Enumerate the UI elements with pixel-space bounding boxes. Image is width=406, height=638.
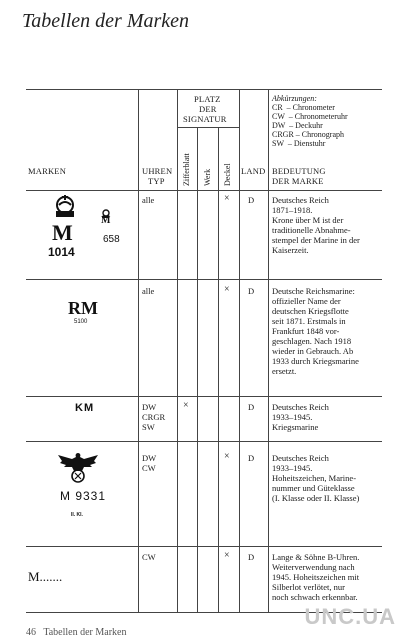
row4-x-deckel: ×: [224, 451, 230, 462]
row4-bedeutung-line: (I. Klasse oder II. Klasse): [272, 493, 360, 503]
row2-bedeutung-line: wieder in Gebrauch. Ab: [272, 346, 354, 356]
header-werk: Werk: [203, 168, 212, 186]
col-rule-zifferblatt: [177, 89, 178, 612]
mark-m-dots: M.......: [28, 569, 63, 584]
row4-land: D: [248, 453, 255, 463]
row-rule-1: [26, 279, 382, 280]
mark-rm: RM: [68, 298, 98, 318]
header-deckel: Deckel: [223, 163, 232, 186]
row2-bedeutung-line: ersetzt.: [272, 366, 297, 376]
row3-bedeutung-line: Deutsches Reich: [272, 402, 329, 412]
row5-bedeutung-line: noch schwach erkennbar.: [272, 592, 358, 602]
row2-land: D: [248, 286, 255, 296]
header-typ: TYP: [148, 176, 165, 186]
header-bottom-rule: [26, 190, 382, 191]
row2-typ: alle: [142, 286, 155, 296]
header-der-marke: DER MARKE: [272, 176, 324, 186]
row4-bedeutung-line: nummer und Güteklasse: [272, 483, 355, 493]
header-zifferblatt: Zifferblatt: [182, 153, 191, 186]
page-title: Tabellen der Marken: [22, 10, 190, 32]
header-marken: MARKEN: [28, 166, 67, 176]
row2-bedeutung-line: geschlagen. Nach 1918: [272, 336, 352, 346]
platz-sub-rule: [177, 127, 239, 128]
legend-item: CR – Chronometer: [272, 103, 335, 112]
legend-item: CRGR – Chronograph: [272, 130, 344, 139]
row1-bedeutung-line: Kaiserzeit.: [272, 245, 309, 255]
row1-bedeutung-line: stempel der Marine in der: [272, 235, 360, 245]
row5-land: D: [248, 552, 255, 562]
header-land: LAND: [241, 166, 266, 176]
row3-bedeutung-line: 1933–1945.: [272, 412, 313, 422]
row1-bedeutung-line: Krone über M ist der: [272, 215, 344, 225]
table-top-rule: [26, 89, 382, 90]
mark-m-9331: M 9331: [60, 489, 107, 503]
col-rule-typ: [138, 89, 139, 612]
row2-bedeutung-line: Deutsche Reichsmarine:: [272, 286, 355, 296]
row5-x-deckel: ×: [224, 550, 230, 561]
mark-number-1014: 1014: [48, 245, 75, 259]
row5-bedeutung-line: Silberlot verlötet, nur: [272, 582, 345, 592]
mark-number-658: 658: [103, 234, 120, 245]
row5-bedeutung-line: Lange & Söhne B-Uhren.: [272, 552, 360, 562]
mark-km: KM: [75, 402, 95, 414]
row2-bedeutung-line: Frankfurt 1848 vor-: [272, 326, 340, 336]
header-uhren: UHREN: [142, 166, 173, 176]
row4-typ: DW: [142, 453, 157, 463]
row5-bedeutung-line: Weiterverwendung nach: [272, 562, 355, 572]
col-rule-bedeutung: [268, 89, 269, 612]
row5-bedeutung-line: 1945. Hoheitszeichen mit: [272, 572, 360, 582]
row3-typ: DW: [142, 402, 157, 412]
row1-x-deckel: ×: [224, 193, 230, 204]
row5-typ: CW: [142, 552, 156, 562]
row1-land: D: [248, 195, 255, 205]
col-rule-land: [239, 89, 240, 612]
row3-bedeutung-line: Kriegsmarine: [272, 422, 319, 432]
page-footer: 46 Tabellen der Marken: [26, 627, 127, 638]
row1-bedeutung-line: 1871–1918.: [272, 205, 313, 215]
row1-bedeutung-line: traditionelle Abnahme-: [272, 225, 351, 235]
row4-typ: CW: [142, 463, 156, 473]
header-bedeutung: BEDEUTUNG: [272, 166, 326, 176]
row1-typ: alle: [142, 195, 155, 205]
row4-bedeutung-line: Deutsches Reich: [272, 453, 329, 463]
legend-heading: Abkürzungen:: [272, 94, 317, 103]
legend-item: CW – Chronometeruhr: [272, 112, 348, 121]
header-signatur: SIGNATUR: [183, 114, 227, 124]
row-rule-2: [26, 396, 382, 397]
row3-typ: SW: [142, 422, 155, 432]
row4-bedeutung-line: Hoheitszeichen, Marine-: [272, 473, 357, 483]
row2-bedeutung-line: 1933 durch Kriegsmarine: [272, 356, 359, 366]
mark-number-5100: 5100: [74, 319, 88, 325]
eagle-emblem-icon: [56, 449, 100, 488]
row2-x-deckel: ×: [224, 284, 230, 295]
col-rule-deckel: [218, 127, 219, 612]
row-rule-3: [26, 441, 382, 442]
mark-m-small: M: [101, 215, 111, 226]
header-platz: PLATZ: [194, 94, 221, 104]
header-der: DER: [199, 104, 217, 114]
row4-bedeutung-line: 1933–1945.: [272, 463, 313, 473]
mark-class-label: II. Kl.: [71, 512, 83, 518]
row2-bedeutung-line: deutschen Kriegsflotte: [272, 306, 349, 316]
legend-item: DW – Deckuhr: [272, 121, 323, 130]
row-rule-4: [26, 546, 382, 547]
row3-typ: CRGR: [142, 412, 166, 422]
row2-bedeutung-line: offizieller Name der: [272, 296, 341, 306]
mark-m-large: M: [52, 220, 73, 245]
row3-land: D: [248, 402, 255, 412]
watermark: UNC.UA: [304, 604, 396, 629]
row2-bedeutung-line: seit 1871. Erstmals in: [272, 316, 346, 326]
row3-x-zifferblatt: ×: [183, 400, 189, 411]
row1-bedeutung-line: Deutsches Reich: [272, 195, 329, 205]
legend-item: SW – Dienstuhr: [272, 139, 326, 148]
col-rule-werk: [197, 127, 198, 612]
